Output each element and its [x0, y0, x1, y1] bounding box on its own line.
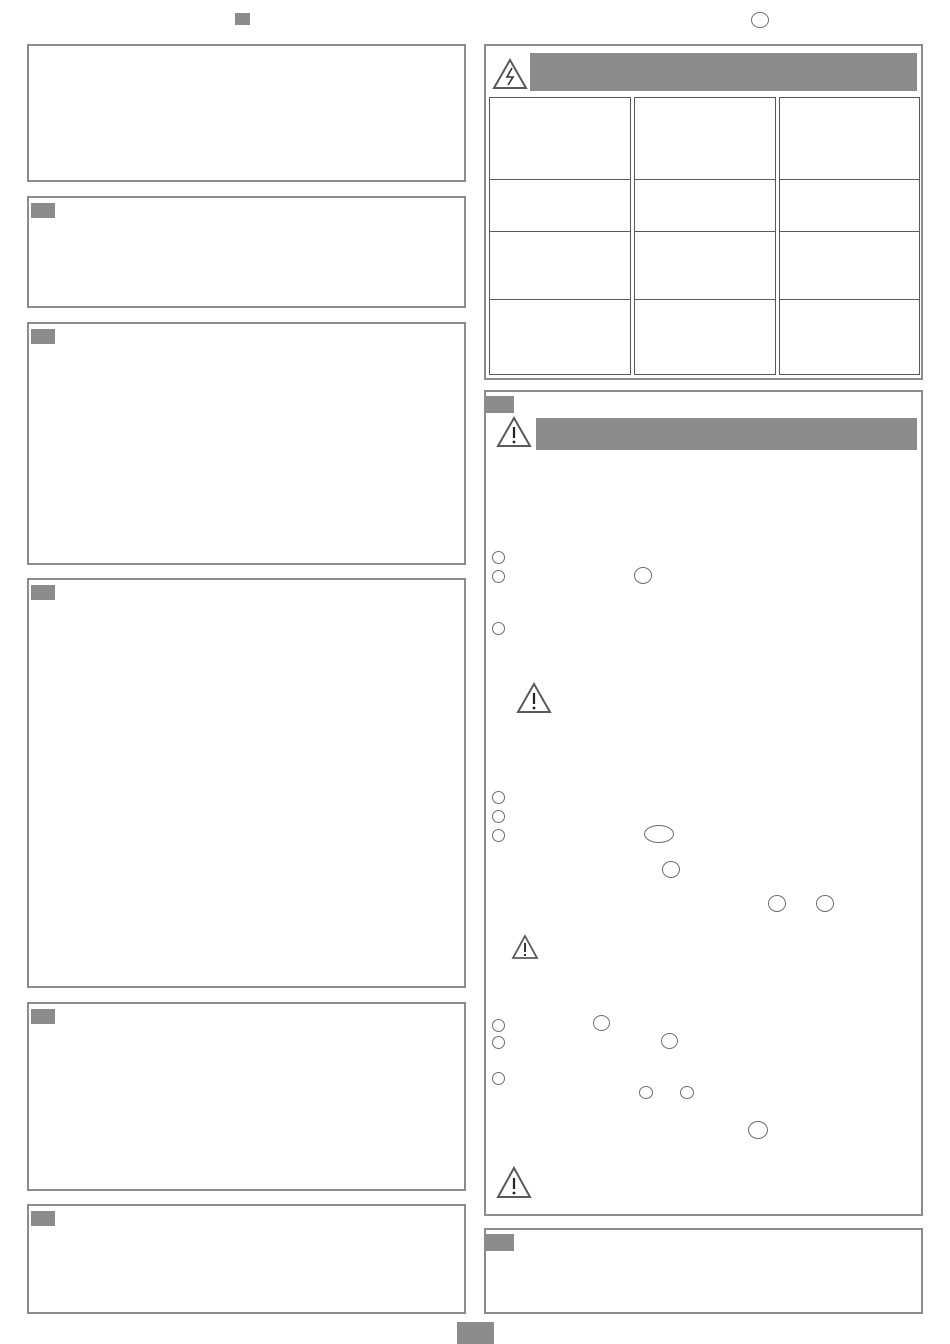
procedure-header-bar [536, 418, 917, 450]
warning-triangle-icon [511, 934, 539, 960]
step-circle-icon [492, 829, 505, 842]
reference-circle-icon [748, 1121, 768, 1139]
section-panel-4 [27, 1002, 466, 1191]
section-tag [31, 329, 55, 344]
reference-circle-icon [768, 895, 786, 912]
table-row-divider [634, 299, 776, 300]
section-panel-3 [27, 578, 466, 988]
table-column [634, 97, 776, 375]
reference-circle-icon [639, 1086, 653, 1099]
last-panel [484, 1228, 923, 1314]
warning-triangle-icon [516, 682, 552, 714]
reference-circle-icon [661, 1033, 678, 1049]
section-tag [31, 1211, 55, 1226]
electrical-header-bar [530, 53, 917, 91]
step-circle-icon [492, 810, 505, 823]
electrical-hazard-icon [492, 58, 528, 90]
page-number-tab-icon [457, 1322, 494, 1344]
procedure-panel [484, 390, 923, 1216]
table-row-divider [489, 179, 631, 180]
table-column [489, 97, 631, 375]
step-circle-icon [492, 1019, 505, 1032]
reference-oval-icon [644, 825, 674, 843]
section-tag [31, 585, 55, 600]
warning-triangle-icon [496, 1166, 532, 1200]
table-column [779, 97, 920, 375]
step-circle-icon [492, 551, 505, 564]
reference-circle-icon [634, 567, 652, 584]
section-tag [486, 1234, 514, 1251]
top-circle-icon [751, 12, 769, 28]
table-row-divider [779, 231, 920, 232]
table-row-divider [489, 231, 631, 232]
section-panel-2 [27, 322, 466, 565]
table-row-divider [779, 179, 920, 180]
reference-circle-icon [662, 861, 680, 878]
section-tag [31, 1009, 55, 1024]
step-circle-icon [492, 1072, 505, 1085]
step-circle-icon [492, 1036, 505, 1049]
section-tag [31, 203, 55, 218]
section-panel-1 [27, 196, 466, 308]
section-tag [486, 396, 514, 413]
section-panel-5 [27, 1204, 466, 1314]
step-circle-icon [492, 622, 505, 635]
table-row-divider [489, 299, 631, 300]
reference-circle-icon [593, 1015, 610, 1031]
intro-panel [27, 44, 466, 182]
reference-circle-icon [680, 1086, 694, 1099]
table-row-divider [634, 231, 776, 232]
warning-triangle-icon [496, 416, 532, 448]
reference-circle-icon [816, 895, 834, 912]
step-circle-icon [492, 570, 505, 583]
top-marker-square-icon [235, 13, 250, 25]
electrical-panel [484, 44, 923, 380]
table-row-divider [634, 179, 776, 180]
table-row-divider [779, 299, 920, 300]
step-circle-icon [492, 791, 505, 804]
